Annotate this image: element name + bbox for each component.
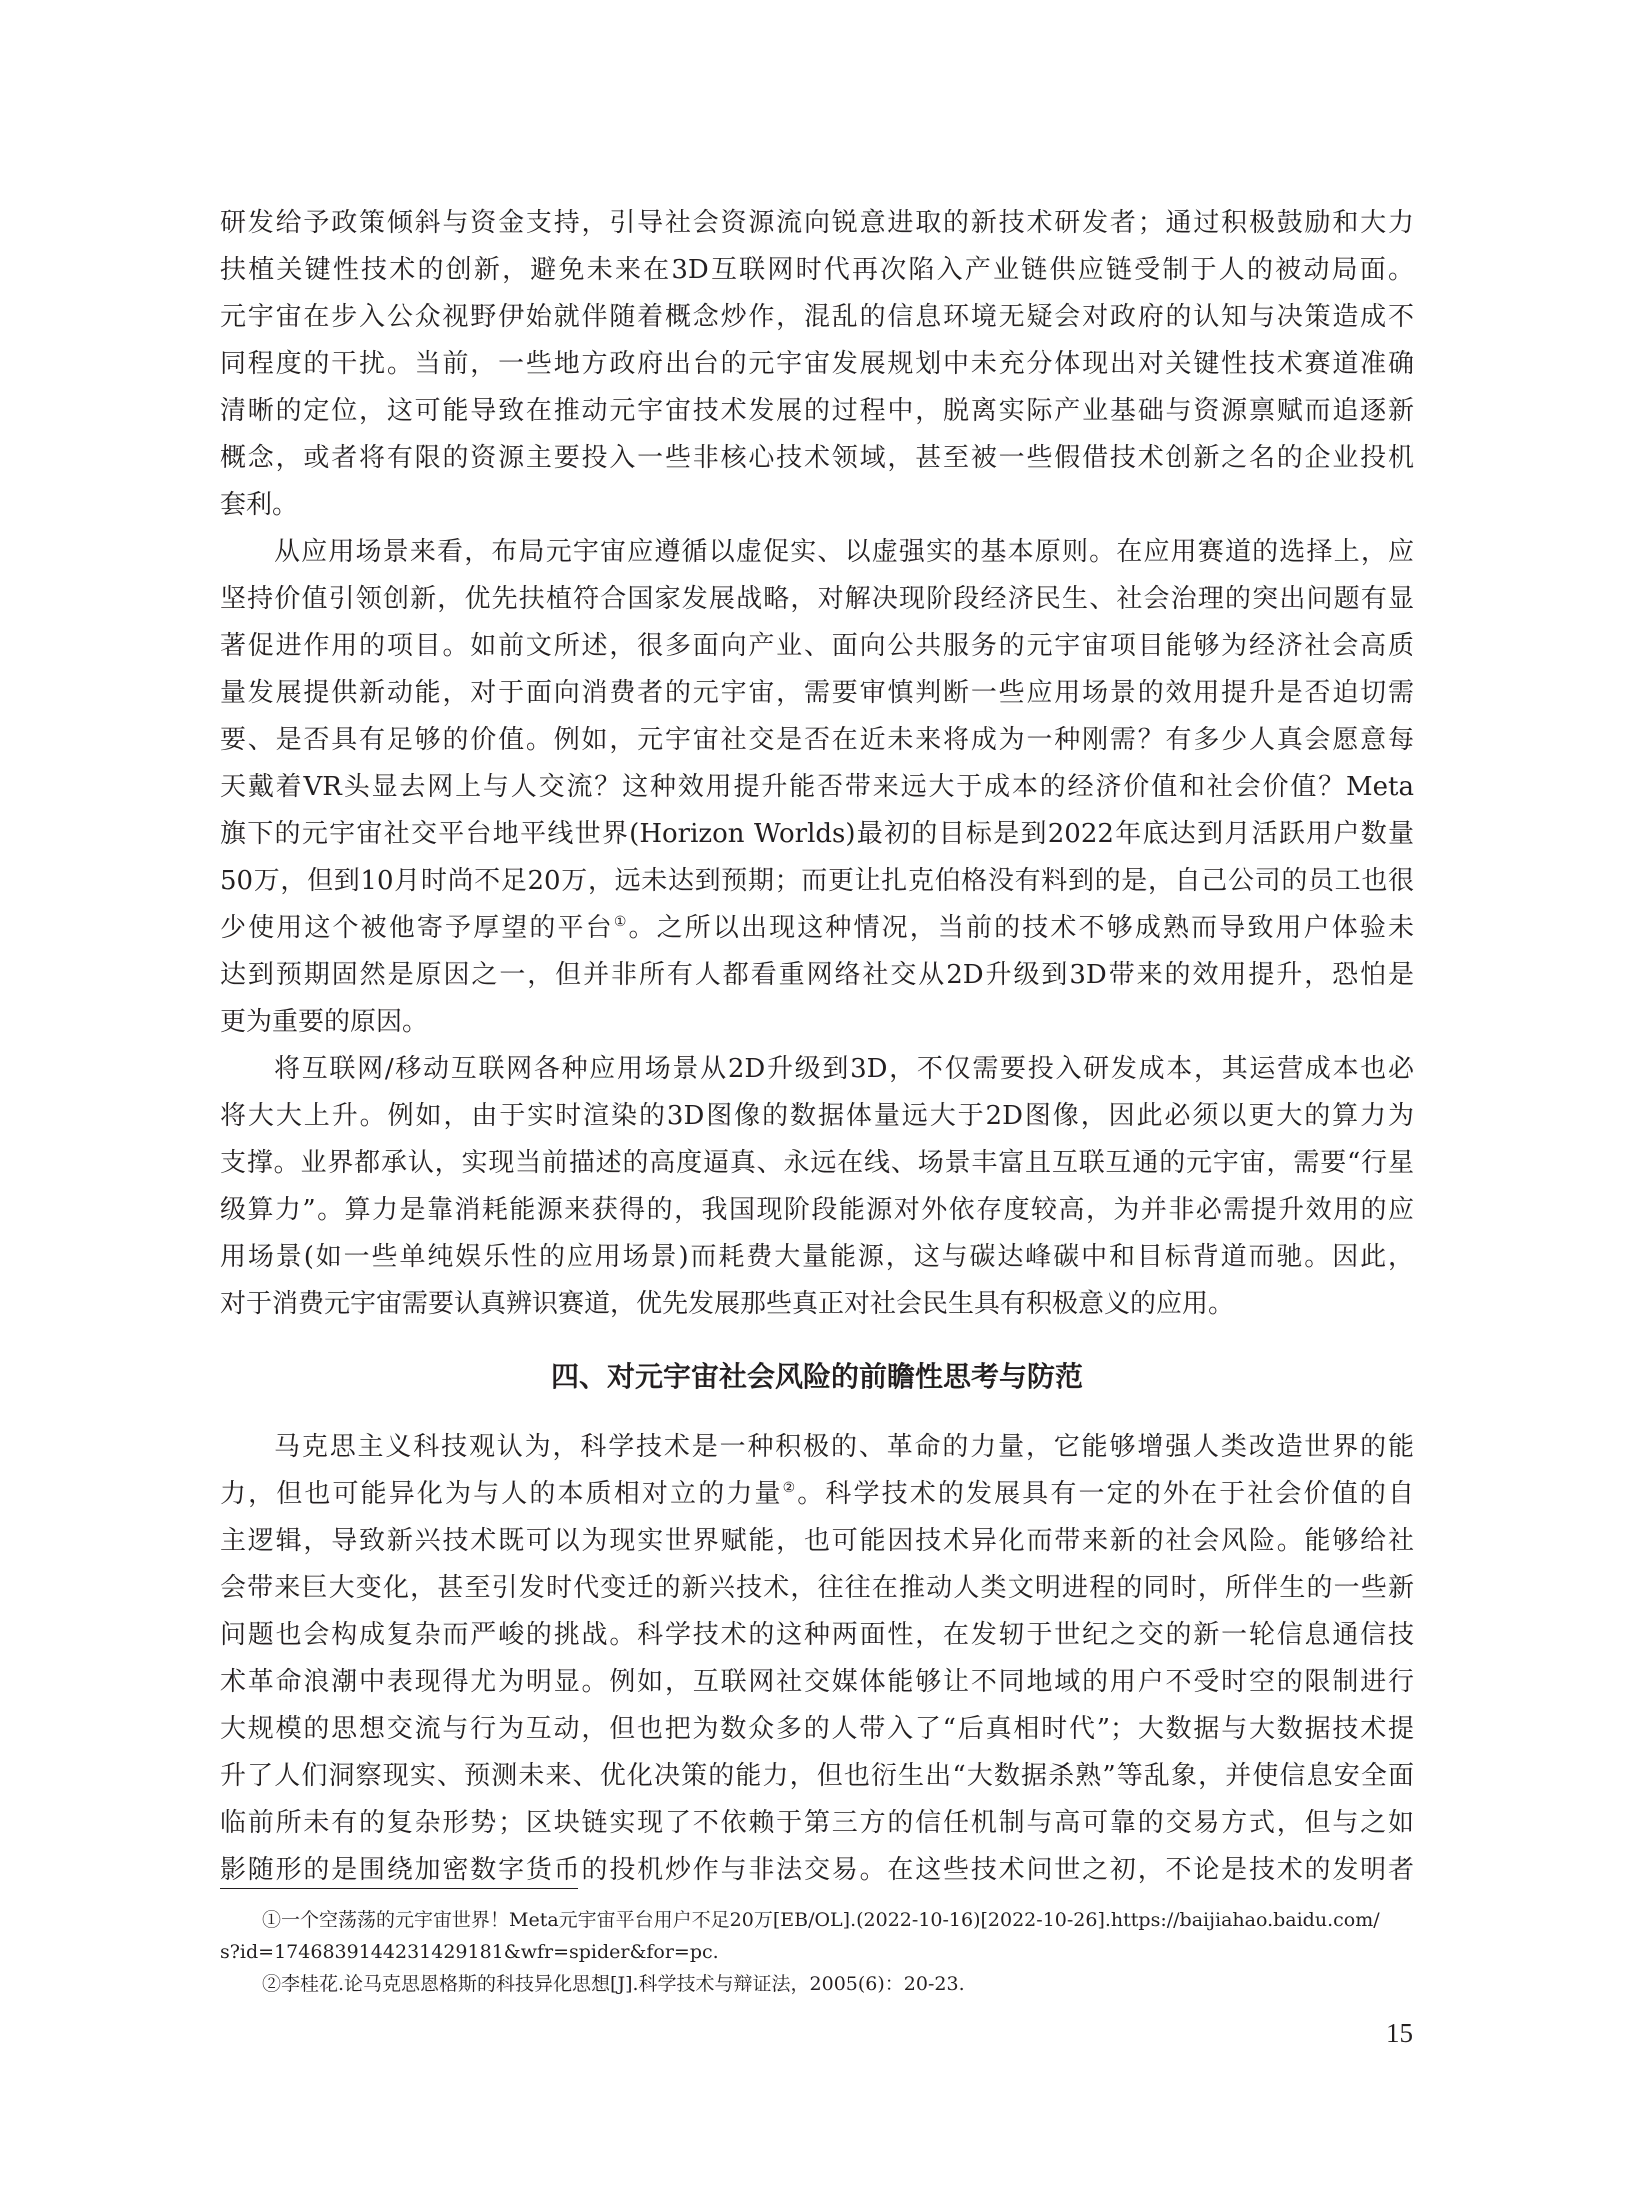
text-line: 影随形的是围绕加密数字货币的投机炒作与非法交易。在这些技术问世之初，不论是技术的发明者 — [220, 1855, 1414, 1885]
text-line: 将大大上升。例如，由于实时渲染的3D图像的数据体量远大于2D图像，因此必须以更大的算力为 — [220, 1101, 1414, 1131]
footnote-1 — [220, 1904, 1412, 1968]
paragraph — [220, 529, 1414, 1046]
text-line — [220, 1471, 1414, 1518]
footnote-2 — [220, 1968, 1412, 2000]
footnotes — [220, 1904, 1412, 2000]
text-line: 著促进作用的项目。如前文所述，很多面向产业、面向公共服务的元宇宙项目能够为经济社会高质 — [220, 631, 1414, 661]
text-line: 研发给予政策倾斜与资金支持，引导社会资源流向锐意进取的新技术研发者；通过积极鼓励和大力 — [220, 208, 1414, 238]
text-line: 要、是否具有足够的价值。例如，元宇宙社交是否在近未来将成为一种刚需？有多少人真会愿意每 — [220, 725, 1414, 755]
text-segment: 少使用这个被他寄予厚望的平台 — [220, 913, 614, 943]
body-text — [220, 200, 1414, 1894]
text-line: 会带来巨大变化，甚至引发时代变迁的新兴技术，往往在推动人类文明进程的同时，所伴生的一些新 — [220, 1573, 1414, 1603]
text-segment: 。科学技术的发展具有一定的外在于社会价值的自 — [797, 1479, 1414, 1509]
section-heading: 四、对元宇宙社会风险的前瞻性思考与防范 — [550, 1360, 1083, 1393]
text-line: 50万，但到10月时尚不足20万，远未达到预期；而更让扎克伯格没有料到的是，自己公司的员工也很 — [220, 866, 1414, 896]
text-line: 临前所未有的复杂形势；区块链实现了不依赖于第三方的信任机制与高可靠的交易方式，但与之如 — [220, 1808, 1414, 1838]
text-segment: 力，但也可能异化为与人的本质相对立的力量 — [220, 1479, 783, 1509]
text-line: 对于消费元宇宙需要认真辨识赛道，优先发展那些真正对社会民生具有积极意义的应用。 — [220, 1289, 1235, 1319]
footnote-ref-1[interactable]: ① — [613, 914, 629, 930]
text-line: 大规模的思想交流与行为互动，但也把为数众多的人带入了“后真相时代”；大数据与大数据技术提 — [220, 1714, 1414, 1744]
footnote-line: ②李桂花.论马克思恩格斯的科技异化思想[J].科学技术与辩证法，2005(6)：20-23. — [262, 1973, 965, 1995]
text-line: 术革命浪潮中表现得尤为明显。例如，互联网社交媒体能够让不同地域的用户不受时空的限制进行 — [220, 1667, 1414, 1697]
text-line: 同程度的干扰。当前，一些地方政府出台的元宇宙发展规划中未充分体现出对关键性技术赛道准确 — [220, 349, 1414, 379]
text-line: 支撑。业界都承认，实现当前描述的高度逼真、永远在线、场景丰富且互联互通的元宇宙，需要“行星 — [220, 1148, 1414, 1178]
text-line: 套利。 — [220, 490, 299, 520]
text-line: 主逻辑，导致新兴技术既可以为现实世界赋能，也可能因技术异化而带来新的社会风险。能够给社 — [220, 1526, 1414, 1556]
text-line: 元宇宙在步入公众视野伊始就伴随着概念炒作，混乱的信息环境无疑会对政府的认知与决策造成不 — [220, 302, 1414, 332]
text-segment: 。之所以出现这种情况，当前的技术不够成熟而导致用户体验未 — [628, 913, 1414, 943]
text-line: 天戴着VR头显去网上与人交流？这种效用提升能否带来远大于成本的经济价值和社会价值？Meta — [220, 772, 1414, 802]
text-line: 马克思主义科技观认为，科学技术是一种积极的、革命的力量，它能够增强人类改造世界的能 — [274, 1432, 1414, 1462]
paragraph — [220, 1046, 1414, 1328]
text-line: 旗下的元宇宙社交平台地平线世界(Horizon Worlds)最初的目标是到2022年底达到月活跃用户数量 — [220, 819, 1414, 849]
text-line — [220, 905, 1414, 952]
text-line: 更为重要的原因。 — [220, 1007, 429, 1037]
text-line: 坚持价值引领创新，优先扶植符合国家发展战略，对解决现阶段经济民生、社会治理的突出问题有显 — [220, 584, 1414, 614]
footnote-line: s?id=1746839144231429181&wfr=spider&for=pc. — [220, 1941, 719, 1963]
text-line: 升了人们洞察现实、预测未来、优化决策的能力，但也衍生出“大数据杀熟”等乱象，并使信息安全面 — [220, 1761, 1414, 1791]
footnote-ref-2[interactable]: ② — [782, 1480, 798, 1496]
page-number: 15 — [1386, 2018, 1413, 2048]
text-line: 问题也会构成复杂而严峻的挑战。科学技术的这种两面性，在发轫于世纪之交的新一轮信息通信技 — [220, 1620, 1414, 1650]
text-line: 扶植关键性技术的创新，避免未来在3D互联网时代再次陷入产业链供应链受制于人的被动局面。 — [220, 255, 1414, 285]
text-line: 将互联网/移动互联网各种应用场景从2D升级到3D，不仅需要投入研发成本，其运营成本也必 — [274, 1054, 1414, 1084]
text-line: 量发展提供新动能，对于面向消费者的元宇宙，需要审慎判断一些应用场景的效用提升是否迫切需 — [220, 678, 1414, 708]
text-line: 从应用场景来看，布局元宇宙应遵循以虚促实、以虚强实的基本原则。在应用赛道的选择上，应 — [274, 537, 1414, 567]
footnote-divider — [220, 1888, 578, 1889]
text-line: 清晰的定位，这可能导致在推动元宇宙技术发展的过程中，脱离实际产业基础与资源禀赋而追逐新 — [220, 396, 1414, 426]
text-line: 用场景(如一些单纯娱乐性的应用场景)而耗费大量能源，这与碳达峰碳中和目标背道而驰。因此， — [220, 1242, 1414, 1272]
text-line: 达到预期固然是原因之一，但并非所有人都看重网络社交从2D升级到3D带来的效用提升，恐怕是 — [220, 960, 1414, 990]
text-line: 级算力”。算力是靠消耗能源来获得的，我国现阶段能源对外依存度较高，为并非必需提升效用的应 — [220, 1195, 1414, 1225]
text-line: 概念，或者将有限的资源主要投入一些非核心技术领域，甚至被一些假借技术创新之名的企业投机 — [220, 443, 1414, 473]
footnote-line: ①一个空荡荡的元宇宙世界！Meta元宇宙平台用户不足20万[EB/OL].(2022-10-16)[2022-10-26].https://baijiahao.baidu.com/ — [262, 1909, 1380, 1931]
paragraph — [220, 200, 1414, 529]
paragraph — [220, 1424, 1414, 1894]
